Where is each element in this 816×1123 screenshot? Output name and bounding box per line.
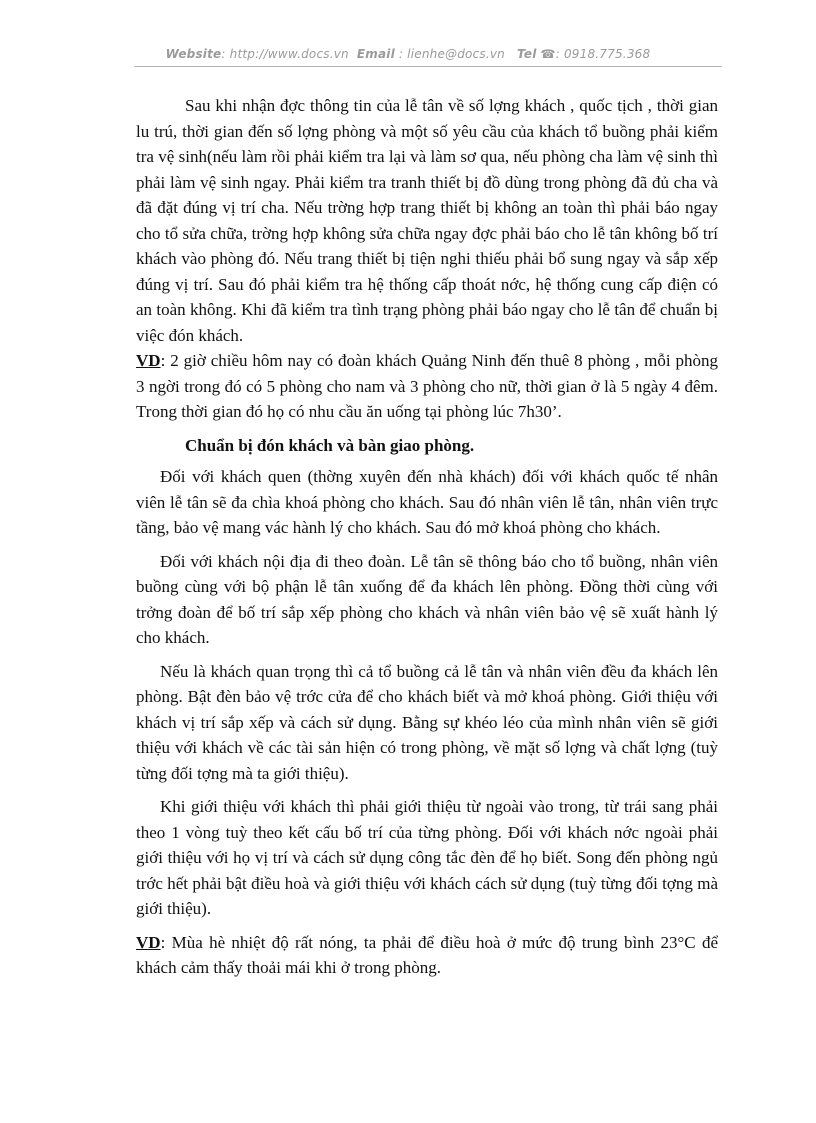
paragraph-room-check: Sau khi nhận đợc thông tin của lễ tân về số lợng khách , quốc tịch , thời gian lu trú, thời gian đến số lợng phòng và một số yêu cầu của khách tổ buồng phải kiểm tra vệ sinh(nếu làm rồi phải kiểm tra lại và làm sơ qua, nếu phòng cha làm vệ sinh thì phải làm vệ sinh ngay. Phải kiểm tra tranh thiết bị đồ dùng trong phòng đã đủ cha và đã đặt đúng vị trí cha. Nếu trờng hợp trang thiết bị không an toàn thì phải báo ngay cho tổ sửa chữa, trờng hợp không sửa chữa ngay đợc phải báo cho lễ tân không bố trí khách vào phòng đó. Nếu trang thiết bị tiện nghi thiếu phải bổ sung ngay và sắp xếp đúng vị trí. Sau đó phải kiểm tra hệ thống cấp thoát nớc, hệ thống cung cấp điện có an toàn không. Khi đã kiểm tra tình trạng phòng phải báo ngay cho lễ tân để chuẩn bị việc đón khách. — [136, 96, 718, 345]
phone-icon: ☎ — [540, 47, 556, 61]
example-text: : 2 giờ chiều hôm nay có đoàn khách Quảng Ninh đến thuê 8 phòng , mỗi phòng 3 ngời trong đó có 5 phòng cho nam và 3 phòng cho nữ, thời gian ở là 5 ngày 4 đêm. Trong thời gian đó họ có nhu cầu ăn uống tại phòng lúc 7h30’. — [136, 351, 718, 421]
page-header — [0, 47, 816, 61]
document-body — [136, 93, 718, 981]
website-value: : http://www.docs.vn — [221, 47, 349, 61]
example-paragraph-2 — [136, 930, 718, 981]
paragraph-domestic-groups: Đối với khách nội địa đi theo đoàn. Lễ tân sẽ thông báo cho tổ buồng, nhân viên buồng cùng với bộ phận lễ tân xuống để đa khách lên phòng. Đồng thời cùng với trởng đoàn để bố trí sắp xếp phòng cho khách và nhân viên bảo vệ sẽ xuất hành lý cho khách. — [136, 551, 718, 647]
section-heading: Chuẩn bị đón khách và bàn giao phòng. — [185, 435, 475, 455]
email-value: : lienhe@docs.vn — [398, 47, 505, 61]
paragraph-regular-guests: Đối với khách quen (thờng xuyên đến nhà khách) đối với khách quốc tế nhân viên lễ tân sẽ đa chìa khoá phòng cho khách. Sau đó nhân viên lễ tân, nhân viên trực tầng, bảo vệ mang vác hành lý cho khách. Sau đó mở khoá phòng cho khách. — [136, 467, 718, 537]
example-label: VD — [136, 932, 161, 952]
example-label: VD — [136, 351, 161, 370]
example-text: : Mùa hè nhiệt độ rất nóng, ta phải để điều hoà ở mức độ trung bình 23°C để khách cảm thấy thoải mái khi ở trong phòng. — [136, 932, 718, 977]
header-divider — [134, 66, 722, 67]
paragraph-vip-guests: Nếu là khách quan trọng thì cả tổ buồng cả lễ tân và nhân viên đều đa khách lên phòng. Bật đèn bảo vệ trớc cửa để cho khách biết và mở khoá phòng. Giới thiệu với khách vị trí sắp xếp và cách sử dụng. Bằng sự khéo léo của mình nhân viên sẽ giới thiệu với khách về các tài sản hiện có trong phòng, về mặt số lợng và chất lợng (tuỳ từng đối tợng mà ta giới thiệu). — [136, 661, 718, 783]
website-label: Website — [165, 47, 222, 61]
email-label: Email — [356, 47, 395, 61]
paragraph-room-introduction: Khi giới thiệu với khách thì phải giới thiệu từ ngoài vào trong, từ trái sang phải theo 1 vòng tuỳ theo kết cấu bố trí của từng phòng. Đối với khách nớc ngoài phải giới thiệu với họ vị trí và cách sử dụng công tắc đèn để họ biết. Song đến phòng ngủ trớc hết phải bật điều hoà và giới thiệu với khách cách sử dụng (tuỳ từng đối tợng mà giới thiệu). — [136, 797, 718, 918]
example-paragraph-1 — [136, 348, 718, 425]
tel-value: : 0918.775.368 — [555, 47, 651, 61]
tel-label: Tel — [517, 47, 537, 61]
